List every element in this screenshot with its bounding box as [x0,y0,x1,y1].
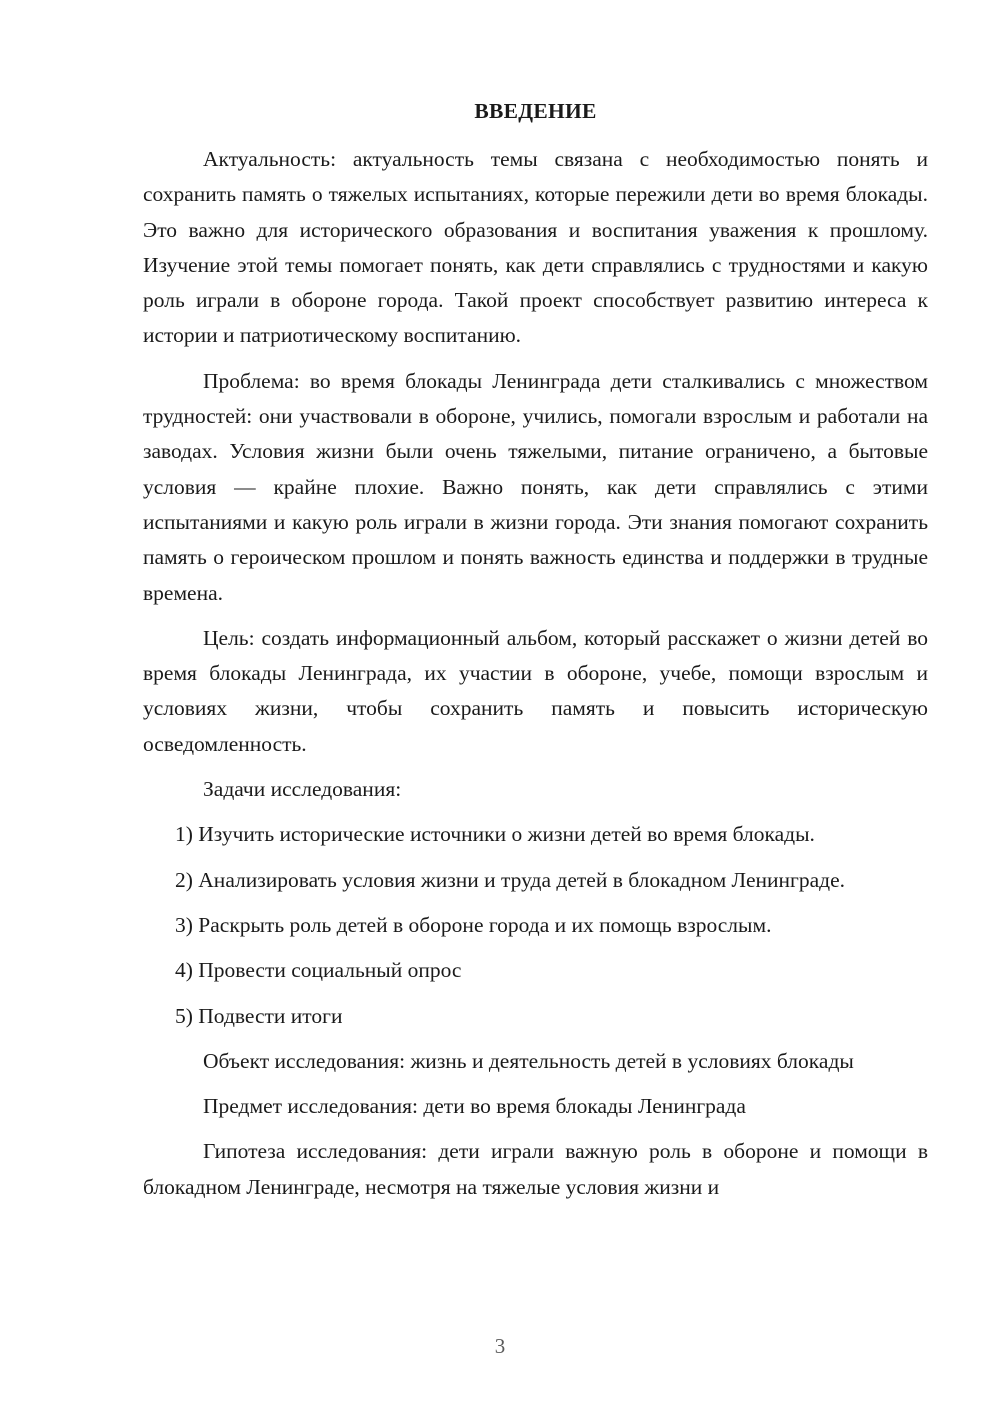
goal-paragraph: Цель: создать информационный альбом, который расскажет о жизни детей во время блокады Ленинграда, их участии в обороне, учебе, помощи взрослым и условиях жизни, чтобы сохранить память и повысить историческую осведомленность. [143,625,928,756]
task-item-1: 1) Изучить исторические источники о жизни детей во время блокады. [175,822,815,847]
tasks-heading: Задачи исследования: [203,777,402,802]
task-item-3: 3) Раскрыть роль детей в обороне города и их помощь взрослым. [175,912,772,937]
problem-paragraph: Проблема: во время блокады Ленинграда дети сталкивались с множеством трудностей: они участвовали в обороне, учились, помогали взрослым и работали на заводах. Условия жизни были очень тяжелыми, питание ограничено, а бытовые условия — крайне плохие. Важно понять, как дети справлялись с этими испытаниями и какую роль играли в жизни города. Эти знания помогают сохранить память о героическом прошлом и понять важность единства и поддержки в трудные времена. [143,368,928,605]
task-item-5: 5) Подвести итоги [175,1003,343,1028]
hypothesis-paragraph: Гипотеза исследования: дети играли важную роль в обороне и помощи в блокадном Ленинграде, несмотря на тяжелые условия жизни и [143,1139,928,1199]
task-item-4: 4) Провести социальный опрос [175,958,462,983]
relevance-paragraph: Актуальность: актуальность темы связана с необходимостью понять и сохранить память о тяжелых испытаниях, которые пережили дети во время блокады. Это важно для исторического образования и воспитания уважения к прошлому. Изучение этой темы помогает понять, как дети справлялись с трудностями и какую роль играли в обороне города. Такой проект способствует развитию интереса к истории и патриотическому воспитанию. [143,147,928,348]
subject-paragraph: Предмет исследования: дети во время блокады Ленинграда [203,1094,746,1119]
page-content [143,94,928,1215]
section-title: ВВЕДЕНИЕ [474,99,597,123]
object-paragraph: Объект исследования: жизнь и деятельность детей в условиях блокады [203,1048,854,1073]
page-number: 3 [494,1334,506,1358]
task-item-2: 2) Анализировать условия жизни и труда детей в блокадном Ленинграде. [175,867,846,892]
